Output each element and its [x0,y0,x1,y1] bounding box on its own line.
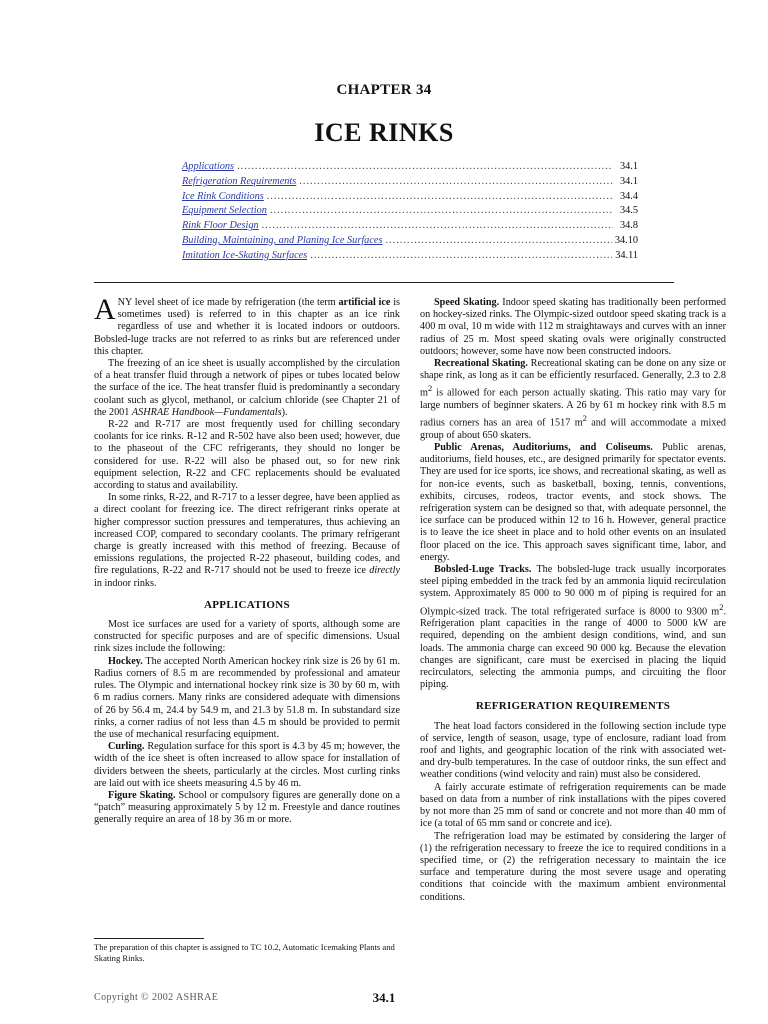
run-in-heading: Hockey. [108,655,143,667]
footnote-divider [94,938,204,939]
toc-link-refrigeration-requirements[interactable]: Refrigeration Requirements [182,175,297,187]
run-in-heading: Figure Skating. [108,789,176,801]
paragraph-text: The accepted North American hockey rink size is 26 by 61 m. Radius corners of 8.5 m are recommended by professional and amateur rules. The Olympic and international hockey rink size is 30 by 60 m, with 6 m radius corners. Many rinks are considered adequate with dimensions of 26 by 56.4 m, 24.4 by 54.9 m, and 21.3 by 51.8 m. In substandard size rinks, a corner radius of not less than 4.5 m should be provided to permit the use of mechanical resurfacing equipment. [94,655,400,740]
paragraph-text: Indoor speed skating has traditionally been performed on hockey-sized rinks. The Olympic-sized outdoor speed skating track is a 400 m oval, 10 m wide with 112 m straightaways and curves with an inner radius of 25 m. Most speed skating ovals were originally constructed outdoors; however, some have now been constructed indoors. [420,297,726,357]
paragraph-bobsled-luge [420,564,726,691]
toc-row [182,234,638,249]
toc-leader-dots [310,249,612,264]
toc-leader-dots [262,219,613,234]
superscript: 2 [427,383,433,394]
toc-row [182,219,638,234]
toc-row [182,249,638,264]
section-heading-refrigeration-requirements: REFRIGERATION REQUIREMENTS [475,700,671,713]
toc-leader-dots [299,175,613,190]
term-artificial-ice: artificial ice [338,297,391,308]
toc-link-rink-floor-design[interactable]: Rink Floor Design [182,220,259,232]
run-in-heading: Recreational Skating. [434,358,528,370]
paragraph-text: Public arenas, auditoriums, field houses, etc., are designed primarily for spectator events. They are used for ice sports, ice shows, and recreational skating, as well as for non-ice events, such as basketball, boxing, tennis, conventions, exhibits, circuses, rodeos, tractor events, and stock shows. The refrigeration system can be designed so that, with adequate personnel, the ice surface can be produced within 12 to 16 h. However, general practice is to leave the ice sheet in place and to hold other events on an insulated floor placed on the ice. This approach saves significant time, labor, and energy. [420,442,726,563]
toc-page-number: 34.1 [619,161,638,172]
toc-row [182,204,638,219]
toc-row [182,160,638,175]
paragraph-text: is allowed for each person actually skating. This ratio may vary for large numbers of beginner skaters. A 26 by 61 m hockey rink with 8.5 m radius corners has an area of 1517 m [420,387,726,429]
superscript: 2 [582,413,587,424]
toc-link-building-maintaining-planing[interactable]: Building, Maintaining, and Planing Ice Surfaces [182,234,383,246]
paragraph-text: In some rinks, R-22, and R-717 to a lesser degree, have been applied as a direct coolant for freezing ice. The direct refrigerant rinks operate at higher compressor suction pressures and temperatures, thus achieving an increased COP, compared to secondary coolants. The primary refrigerant charge is greatly increased with this method of freezing. Because of emissions regulations, the projected R-22 phaseout, building codes, and fire regulations, R-22 and R-717 should not be used to freeze ice [94,492,400,577]
section-heading-applications: APPLICATIONS [204,598,290,611]
superscript: 2 [719,601,724,612]
paragraph-rink-sizes: Most ice surfaces are used for a variety of sports, although some are constructed for specific purposes and are of specific dimensions. Usual rink sizes include the following: [94,619,400,655]
toc-page-number: 34.5 [619,205,638,217]
chapter-number: CHAPTER 34 [336,82,432,98]
paragraph-speed-skating [420,297,726,358]
paragraph-estimate: A fairly accurate estimate of refrigeration requirements can be made based on data from a number of rink installations with the pipes covered by not more than 25 mm of sand or concrete and not more than 40 mm of ice (a total of 65 mm sand or concrete and ice). [420,781,726,830]
toc-page-number: 34.11 [615,249,638,261]
paragraph-text: in indoor rinks. [94,577,157,589]
toc-row [182,175,638,190]
paragraph-curling [94,741,400,790]
toc-leader-dots [385,234,611,249]
paragraph-freezing [94,358,400,419]
run-in-heading: Bobsled-Luge Tracks. [434,564,532,576]
toc-page-number: 34.8 [619,220,638,232]
paragraph-refrigerants: R-22 and R-717 are most frequently used for chilling secondary coolants for ice rinks. R-12 and R-502 have also been used; however, due to the phaseout of the CFC refrigerants, they should no longer be considered for use. R-22 will also be phased out, so for new rink equipment selection, R-22 and CFC replacements should be evaluated according to status and availability. [94,419,400,492]
toc-page-number: 34.10 [614,234,638,246]
paragraph-refrigeration-load: The refrigeration load may be estimated by considering the larger of (1) the refrigeration necessary to freeze the ice to required conditions in a specified time, or (2) the refrigeration necessary to maintain the ice surface and temperature during the most severe usage and operating conditions that coincide with the maximum ambient environmental conditions. [420,830,726,903]
handbook-reference: ASHRAE Handbook—Fundamentals [131,406,282,418]
intro-text: NY level sheet of ice made by refrigeration (the term [117,297,339,308]
toc-page-number: 34.1 [619,175,638,187]
left-column [94,293,401,827]
toc-page-number: 34.4 [619,190,638,202]
copyright-notice: Copyright © 2002 ASHRAE [94,992,219,1003]
paragraph-heat-load: The heat load factors considered in the following section include type of service, length of season, usage, type of enclosure, radiant load from roof and lights, and geographic location of the rink with associated wet- and dry-bulb temperatures. In the case of outdoor rinks, the sun effect and weather conditions (wind velocity and rain) must also be considered. [420,720,726,781]
right-column [420,297,726,904]
toc-row [182,190,638,205]
paragraph-recreational-skating [420,358,726,442]
toc-link-equipment-selection[interactable]: Equipment Selection [182,205,267,217]
paragraph-text: The bobsled-luge track usually incorporates steel piping embedded in the track fed by an ammonia liquid recirculation system. Approximately 85 000 to 90 000 m of piping is required for an Olympic-sized track. The total refrigerated surface is 8000 to 9300 m [420,564,726,618]
header-divider [94,282,674,283]
intro-paragraph [94,293,401,358]
paragraph-direct-coolant [94,492,400,590]
run-in-heading: Curling. [108,741,145,753]
paragraph-text: Regulation surface for this sport is 4.3 by 45 m; however, the width of the ice sheet is often increased to allow space for installation of dividers between the sheets, particularly at the circles. Most curling rinks are laid out with ice sheets measuring 4.5 by 46 m. [94,741,400,789]
paragraph-text: Recreational skating can be done on any size or shape rink, as long as it can be efficiently resurfaced. Generally, 2.3 to 2.8 m [420,358,727,399]
table-of-contents [182,160,638,264]
paragraph-text: ). [281,406,288,418]
run-in-heading: Speed Skating. [434,297,500,308]
chapter-title: ICE RINKS [314,118,454,147]
toc-leader-dots [267,190,613,205]
paragraph-figure-skating [94,790,400,827]
toc-leader-dots [237,160,613,175]
run-in-heading: Public Arenas, Auditoriums, and Coliseums. [434,442,653,454]
paragraph-public-arenas [420,442,726,564]
footnote: The preparation of this chapter is assigned to TC 10.2, Automatic Icemaking Plants and Skating Rinks. [94,942,395,963]
toc-link-applications[interactable]: Applications [182,161,235,172]
paragraph-text: . Refrigeration plant capacities in the range of 4000 to 5000 kW are required, depending on the ambient design conditions, wind, and sun loads. The ammonia charge can exceed 90 000 kg. Because the elevation changes are significant, care must be exercised in placing the liquid recirculators, selecting the ammonia pumps, and circuiting the floor piping. [420,606,726,691]
paragraph-text: The freezing of an ice sheet is usually accomplished by the circulation of a heat transfer fluid through a network of pipes or tubes located below the surface of the ice. The heat transfer fluid is predominantly a secondary coolant such as glycol, methanol, or calcium chloride (see Chapter 21 of the 2001 [94,358,400,418]
paragraph-hockey [94,656,400,741]
paragraph-text: School or compulsory figures are generally done on a “patch” measuring approximately 5 by 12 m. Freestyle and dance routines generally require an area of 18 by 36 m or more. [94,789,400,826]
drop-cap: A [94,293,116,326]
emphasis-text: directly [369,565,400,577]
paragraph-text: and will accommodate a mixed group of about 650 skaters. [420,417,726,441]
toc-link-imitation-ice-skating[interactable]: Imitation Ice-Skating Surfaces [182,249,308,261]
intro-text: is sometimes used) is referred to in this chapter as an ice rink regardless of use and whether it is located indoors or outdoors. Bobsled-luge tracks are not referred to as rinks but are referenced under this chapter. [94,297,401,357]
toc-link-ice-rink-conditions[interactable]: Ice Rink Conditions [182,190,264,202]
page-number: 34.1 [372,990,396,1005]
toc-leader-dots [270,204,613,219]
